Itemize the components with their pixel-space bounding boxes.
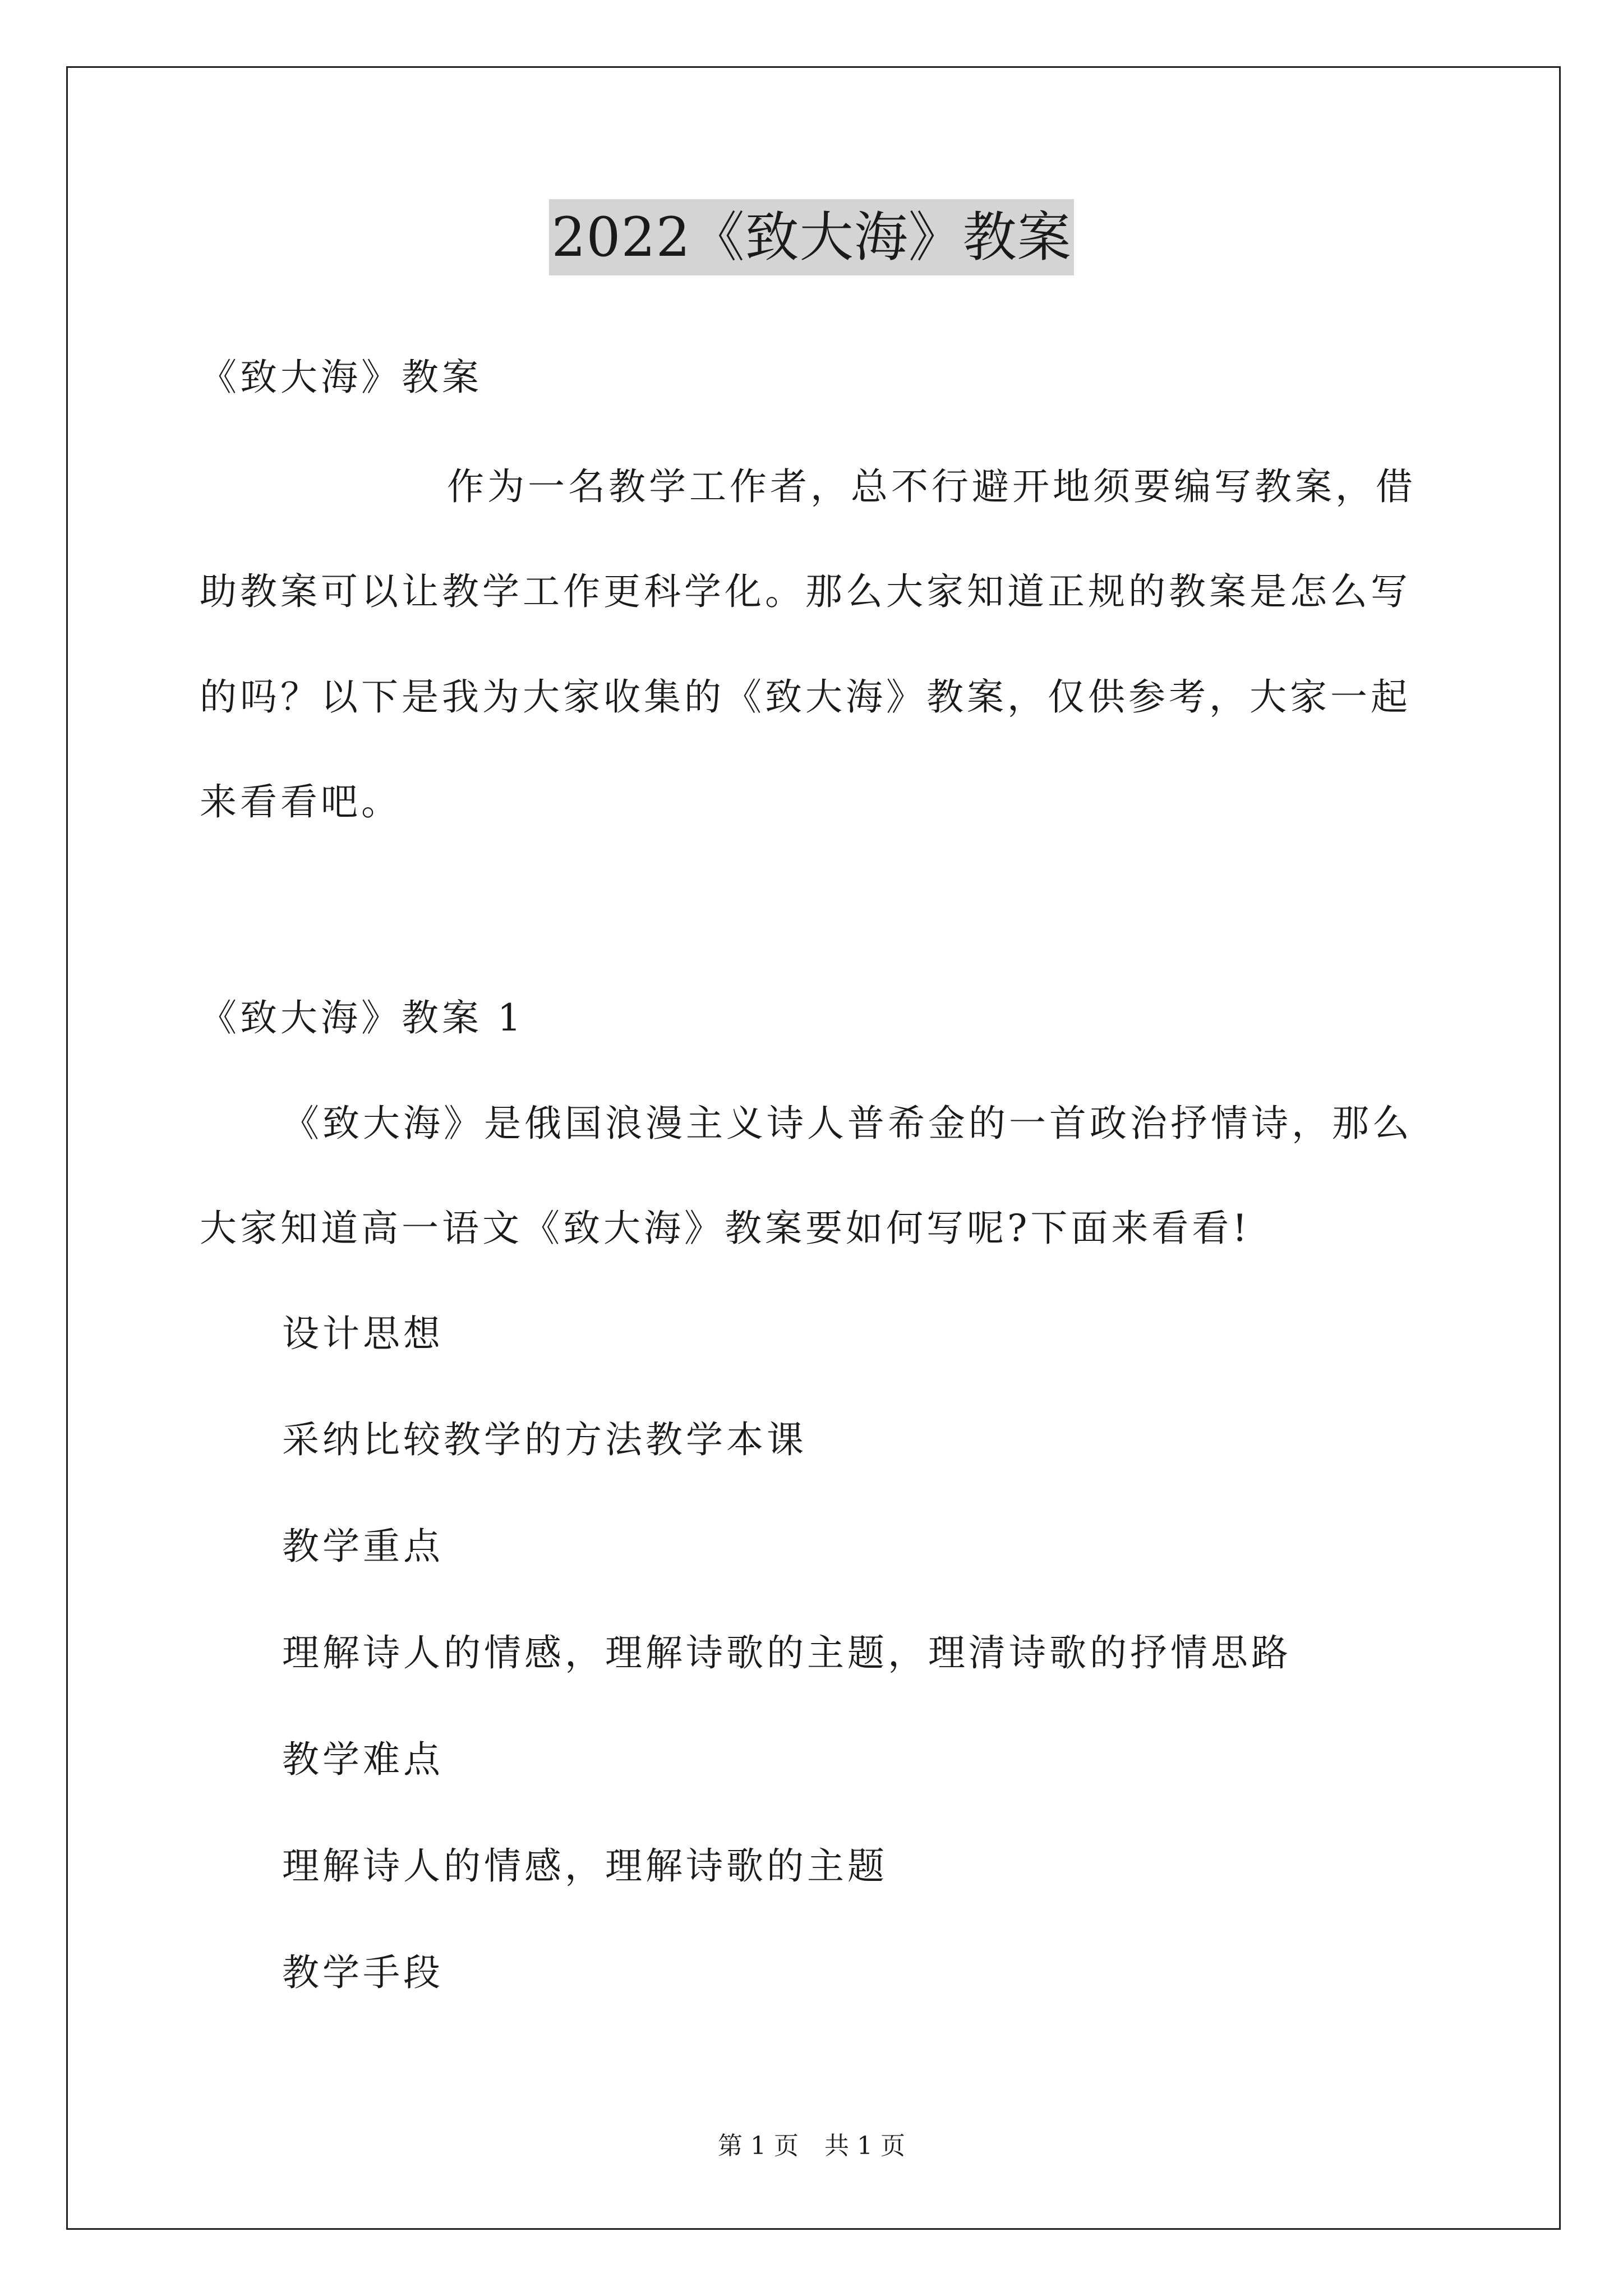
intro-line: 作为一名教学工作者，总不行避开地须要编写教案，借: [447, 465, 1416, 508]
item-key-points: 理解诗人的情感，理解诗歌的主题，理清诗歌的抒情思路: [282, 1631, 1292, 1674]
section-paragraph-line: 《致大海》是俄国浪漫主义诗人普希金的一首政治抒情诗，那么: [282, 1102, 1413, 1145]
page-footer: [0, 2129, 1623, 2163]
document-title: 2022《致大海》教案: [549, 199, 1073, 275]
item-method: 采纳比较教学的方法教学本课: [282, 1418, 807, 1461]
intro-line: 的吗？以下是我为大家收集的《致大海》教案，仅供参考，大家一起: [200, 675, 1411, 719]
section-paragraph-line: 大家知道高一语文《致大海》教案要如何写呢?下面来看看!: [200, 1207, 1251, 1250]
item-difficulties: 理解诗人的情感，理解诗歌的主题: [282, 1844, 888, 1888]
title-container: [0, 199, 1623, 275]
page-total: 共 1 页: [824, 2132, 905, 2160]
item-key-points-heading: 教学重点: [282, 1525, 444, 1568]
page-number: 第 1 页: [718, 2132, 799, 2160]
intro-line: 来看看吧。: [200, 780, 402, 823]
item-difficulties-heading: 教学难点: [282, 1738, 444, 1781]
intro-heading: 《致大海》教案: [200, 356, 482, 399]
intro-line: 助教案可以让教学工作更科学化。那么大家知道正规的教案是怎么写: [200, 570, 1411, 613]
item-means-heading: 教学手段: [282, 1951, 444, 1994]
section-heading: 《致大海》教案 1: [200, 996, 524, 1039]
item-design-idea: 设计思想: [282, 1312, 444, 1355]
